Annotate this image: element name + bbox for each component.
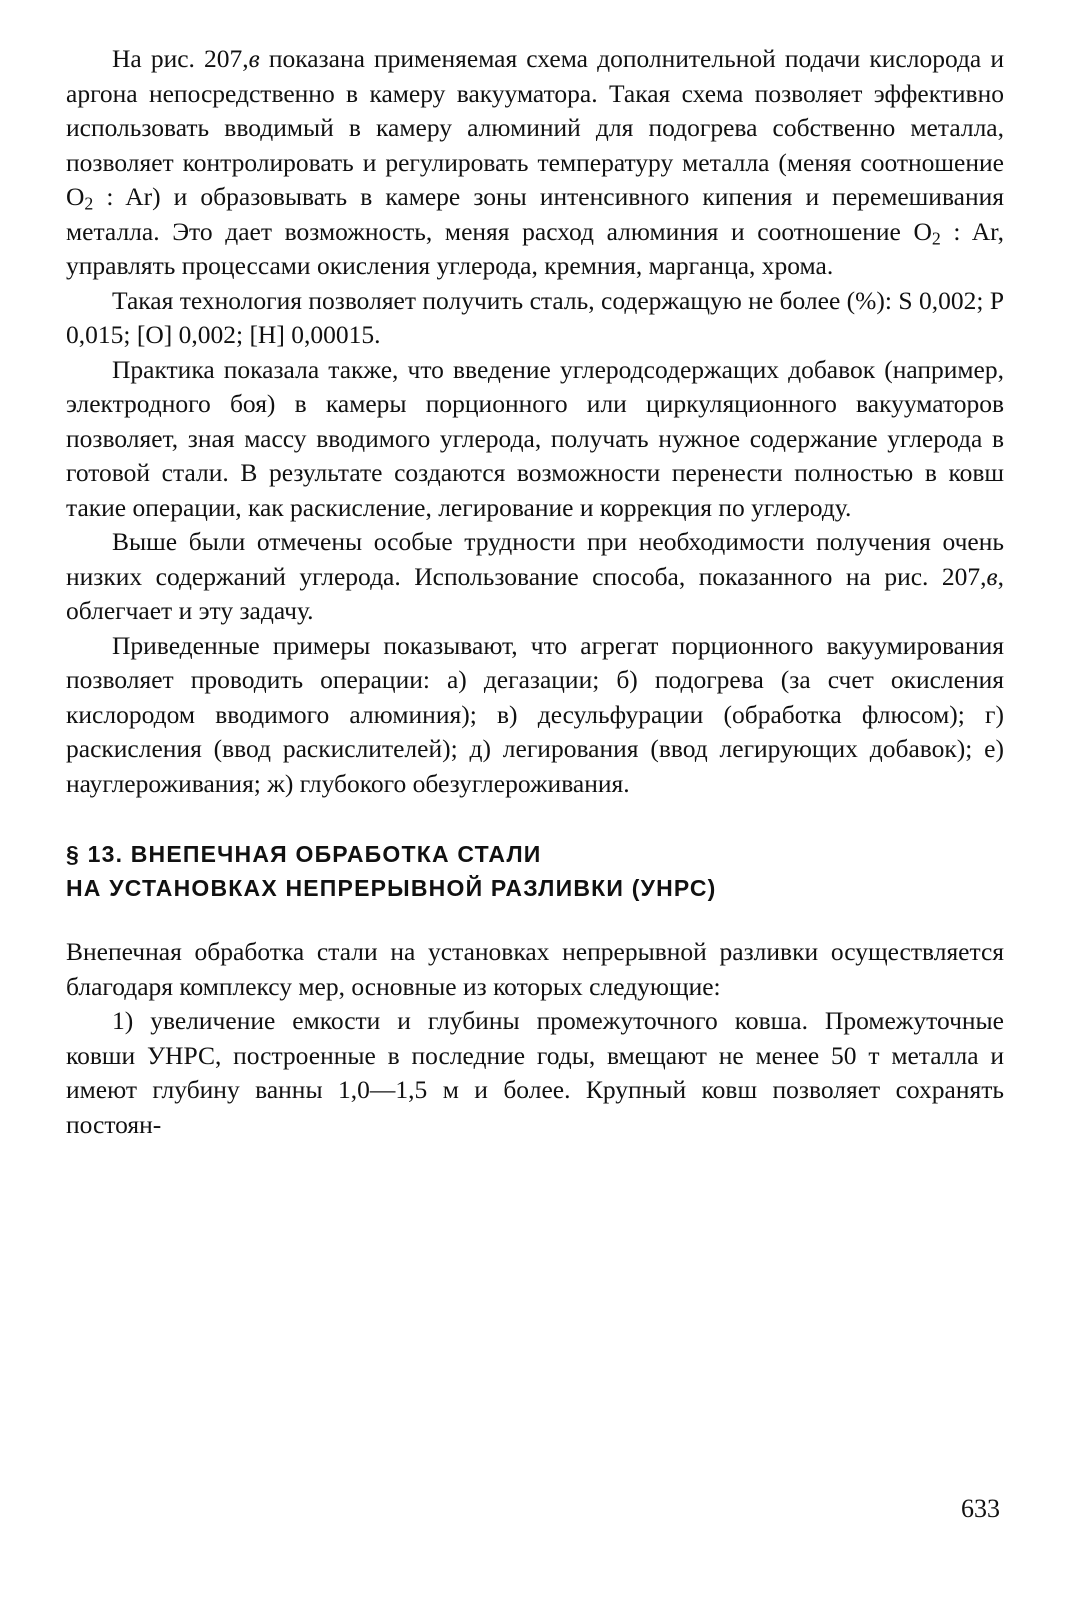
paragraph-p2 — [66, 284, 1004, 353]
subscript-text: 2 — [931, 227, 941, 248]
paragraph-p5 — [66, 629, 1004, 802]
text-run: На рис. 207, — [112, 44, 249, 73]
text-run: показана применяемая схема дополнительной подачи кислорода и аргона непосредственно в камеру вакууматора. Такая схема позволяет эффективно использовать вводимый в камеру алюминий для подогрева собственно металла, позволяет контролировать и регулировать температуру металла (меняя соотношение O — [66, 44, 1004, 211]
page-content — [66, 42, 1004, 1142]
paragraph-p1 — [66, 42, 1004, 284]
text-run: Внепечная обработка стали на установках непрерывной разливки осуществляется благодаря комплексу мер, основные из которых следующие: — [66, 937, 1004, 1001]
italic-text: в — [986, 561, 998, 591]
text-run: , облегчает и эту задачу. — [66, 561, 1004, 625]
text-run: Такая технология позволяет получить сталь, содержащую не более (%): S 0,002; P 0,015; [O] 0,002; [H] 0,00015. — [66, 285, 1004, 349]
section-heading — [66, 837, 1004, 905]
section-heading-line-1: § 13. ВНЕПЕЧНАЯ ОБРАБОТКА СТАЛИ — [66, 841, 542, 867]
text-run: 1) увеличение емкости и глубины промежуточного ковша. Промежуточные ковши УНРС, построенные в последние годы, вмещают не менее 50 т металла и имеют глубину ванны 1,0—1,5 м и более. Крупный ковш позволяет сохранять постоян- — [66, 1006, 1004, 1139]
subscript-text: 2 — [84, 193, 94, 214]
text-run: Выше были отмечены особые трудности при необходимости получения очень низких содержаний углерода. Использование способа, показанного на рис. 207, — [66, 527, 1004, 591]
text-run: Приведенные примеры показывают, что агрегат порционного вакуумирования позволяет проводить операции: а) дегазации; б) подогрева (за счет окисления кислородом вводимого алюминия); в) десульфурации (обработка флюсом); г) раскисления (ввод раскислителей); д) легирования (ввод легирующих добавок); е) науглероживания; ж) глубокого обезуглероживания. — [66, 630, 1004, 798]
page-number: 633 — [961, 1494, 1000, 1523]
paragraph-p7 — [66, 1004, 1004, 1142]
body-text-bottom — [66, 935, 1004, 1142]
section-heading-line-2: НА УСТАНОВКАХ НЕПРЕРЫВНОЙ РАЗЛИВКИ (УНРС) — [66, 875, 717, 901]
text-run: : Ar, управлять процессами окисления углерода, кремния, марганца, хрома. — [66, 216, 1004, 280]
body-text-top — [66, 42, 1004, 801]
text-run: Практика показала также, что введение углеродсодержащих добавок (например, электродного боя) в камеры порционного или циркуляционного вакууматоров позволяет, зная массу вводимого углерода, получать нужное содержание углерода в готовой стали. В результате создаются возможности перенести полностью в ковш такие операции, как раскисление, легирование и коррекция по углероду. — [66, 354, 1004, 522]
paragraph-p4 — [66, 525, 1004, 629]
text-run: : Ar) и образовывать в камере зоны интенсивного кипения и перемешивания металла. Это дает возможность, меняя расход алюминия и соотношение O — [66, 182, 1004, 246]
italic-text: в — [248, 44, 260, 73]
paragraph-p6 — [66, 935, 1004, 1004]
paragraph-p3 — [66, 353, 1004, 526]
